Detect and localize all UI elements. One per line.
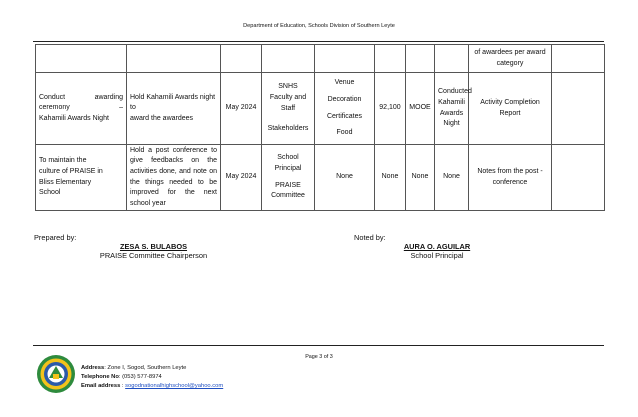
prepared-by-title: PRAISE Committee Chairperson [99,251,208,260]
cell-timeline: May 2024 [221,73,262,145]
cell-source: MOOE [406,73,435,145]
document-header: Department of Education, Schools Division of Southern Leyte [243,23,395,29]
cell-output: None [435,145,469,211]
cell-resources: Venue Decoration Certificates Food [315,73,375,145]
cell-activity: Conduct awarding ceremony – Kahamili Awards Night [36,73,127,145]
cell-persons: SNHS Faculty and Staff Stakeholders [262,73,315,145]
table-row [36,73,605,145]
cell-source: None [406,145,435,211]
cell-budget: 92,100 [375,73,406,145]
cell-means: Activity Completion Report [469,73,552,145]
page-number: Page 3 of 3 [305,354,333,360]
action-plan-table [35,44,605,211]
cell-objective: Hold Kahamili Awards night to award the awardees [127,73,221,145]
cell-means: Notes from the post - conference [469,145,552,211]
cell-objective: Hold a post conference to give feedbacks on the activities done, and note on the things needed to be improved for the next school year [127,145,221,211]
school-seal-logo [36,354,76,394]
cell-resources: None [315,145,375,211]
noted-by-title: School Principal [410,251,464,260]
table-row [36,45,605,73]
noted-by-label: Noted by: [354,233,386,242]
footer-rule [33,345,604,346]
prepared-by-label: Prepared by: [34,233,77,242]
cell-activity: To maintain the culture of PRAISE in Bliss Elementary School [36,145,127,211]
cell-result-cont: of awardees per award category [469,45,552,73]
noted-by-name: AURA O. AGUILAR [403,242,471,251]
cell-budget: None [375,145,406,211]
table-row [36,145,605,211]
cell-output: Conducted Kahamili Awards Night [435,73,469,145]
header-rule [33,41,604,42]
cell-persons: School Principal PRAISE Committee [262,145,315,211]
prepared-by-name: ZESA S. BULABOS [119,242,188,251]
email-link[interactable]: sogodnationalhighschool@yahoo.com [125,383,224,389]
cell-timeline: May 2024 [221,145,262,211]
school-contact-info: Address: Zone I, Sogod, Southern Leyte Telephone No: (053) 577-8974 Email address : sogodnationalhighschool@yahoo.com [81,365,224,389]
